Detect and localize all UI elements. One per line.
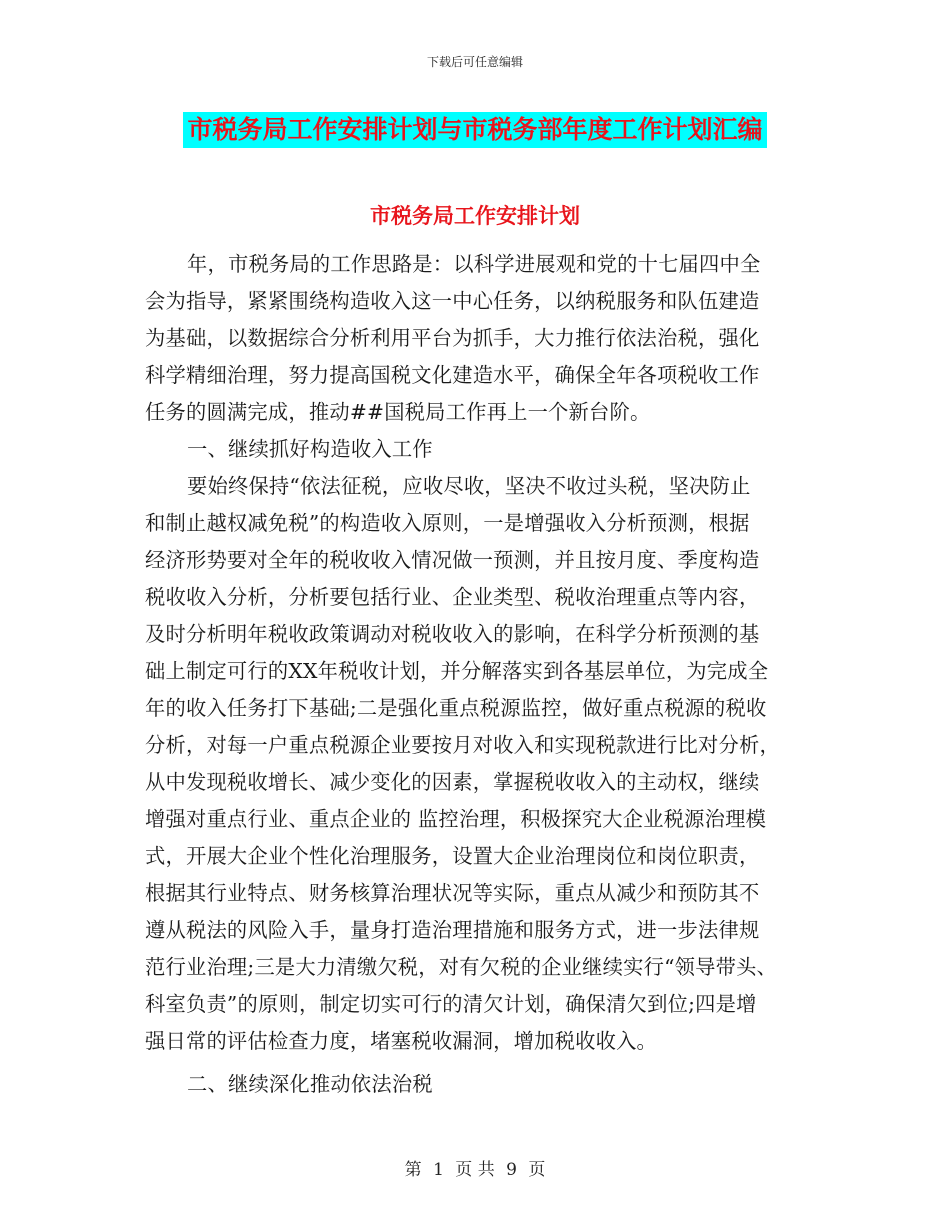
footer-total-pages: 9 bbox=[506, 1160, 517, 1180]
main-title-container bbox=[0, 112, 950, 148]
text-line: 要始终保持“依法征税，应收尽收，坚决不收过头税，坚决防止 bbox=[187, 474, 751, 498]
subheading: 二、继续深化推动依法治税 bbox=[187, 1072, 433, 1096]
text-line: 根据其行业特点、财务核算治理状况等实际，重点从减少和预防其不 bbox=[145, 881, 760, 905]
text-line: 和制止越权减免税”的构造收入原则，一是增强收入分析预测，根据 bbox=[145, 511, 750, 535]
main-title: 市税务局工作安排计划与市税务部年度工作计划汇编 bbox=[183, 112, 766, 148]
footer-page-number: 1 bbox=[433, 1160, 444, 1180]
header-note: 下载后可任意编辑 bbox=[426, 55, 523, 69]
text-line: 及时分析明年税收政策调动对税收收入的影响，在科学分析预测的基 bbox=[145, 622, 760, 646]
subheading: 一、继续抓好构造收入工作 bbox=[187, 437, 433, 461]
text-line: 税收收入分析，分析要包括行业、企业类型、税收治理重点等内容， bbox=[145, 585, 760, 609]
text-line: 式，开展大企业个性化治理服务，设置大企业治理岗位和岗位职责， bbox=[145, 844, 760, 868]
footer-prefix: 第 bbox=[404, 1160, 422, 1180]
text-line: 增强对重点行业、重点企业的 监控治理，积极探究大企业税源治理模 bbox=[145, 807, 767, 831]
document-body bbox=[145, 246, 810, 1103]
section-title: 市税务局工作安排计划 bbox=[370, 204, 580, 228]
heading-2 bbox=[145, 1066, 810, 1103]
text-line: 科室负责”的原则，制定切实可行的清欠计划，确保清欠到位;四是增 bbox=[145, 992, 757, 1016]
text-line: 任务的圆满完成，推动##国税局工作再上一个新台阶。 bbox=[145, 400, 651, 424]
heading-1 bbox=[145, 431, 810, 468]
text-line: 经济形势要对全年的税收收入情况做一预测，并且按月度、季度构造 bbox=[145, 548, 760, 572]
footer-middle: 页 共 bbox=[455, 1160, 495, 1180]
text-line: 年的收入任务打下基础;二是强化重点税源监控，做好重点税源的税收 bbox=[145, 696, 767, 720]
text-line: 年，市税务局的工作思路是：以科学进展观和党的十七届四中全 bbox=[187, 252, 761, 276]
text-line: 遵从税法的风险入手，量身打造治理措施和服务方式，进一步法律规 bbox=[145, 918, 760, 942]
text-line: 为基础，以数据综合分析利用平台为抓手，大力推行依法治税，强化 bbox=[145, 326, 760, 350]
paragraph-2 bbox=[145, 468, 810, 1060]
text-line: 分析，对每一户重点税源企业要按月对收入和实现税款进行比对分析， bbox=[145, 733, 780, 757]
text-line: 科学精细治理，努力提高国税文化建造水平，确保全年各项税收工作 bbox=[145, 363, 760, 387]
page-footer bbox=[0, 1155, 950, 1180]
paragraph-1 bbox=[145, 246, 810, 431]
text-line: 从中发现税收增长、减少变化的因素，掌握税收收入的主动权，继续 bbox=[145, 770, 760, 794]
text-line: 础上制定可行的XX年税收计划，并分解落实到各基层单位，为完成全 bbox=[145, 659, 769, 683]
text-line: 范行业治理;三是大力清缴欠税，对有欠税的企业继续实行“领导带头、 bbox=[145, 955, 778, 979]
text-line: 会为指导，紧紧围绕构造收入这一中心任务，以纳税服务和队伍建造 bbox=[145, 289, 760, 313]
footer-suffix: 页 bbox=[528, 1160, 546, 1180]
text-line: 强日常的评估检查力度，堵塞税收漏洞，增加税收收入。 bbox=[145, 1029, 658, 1053]
